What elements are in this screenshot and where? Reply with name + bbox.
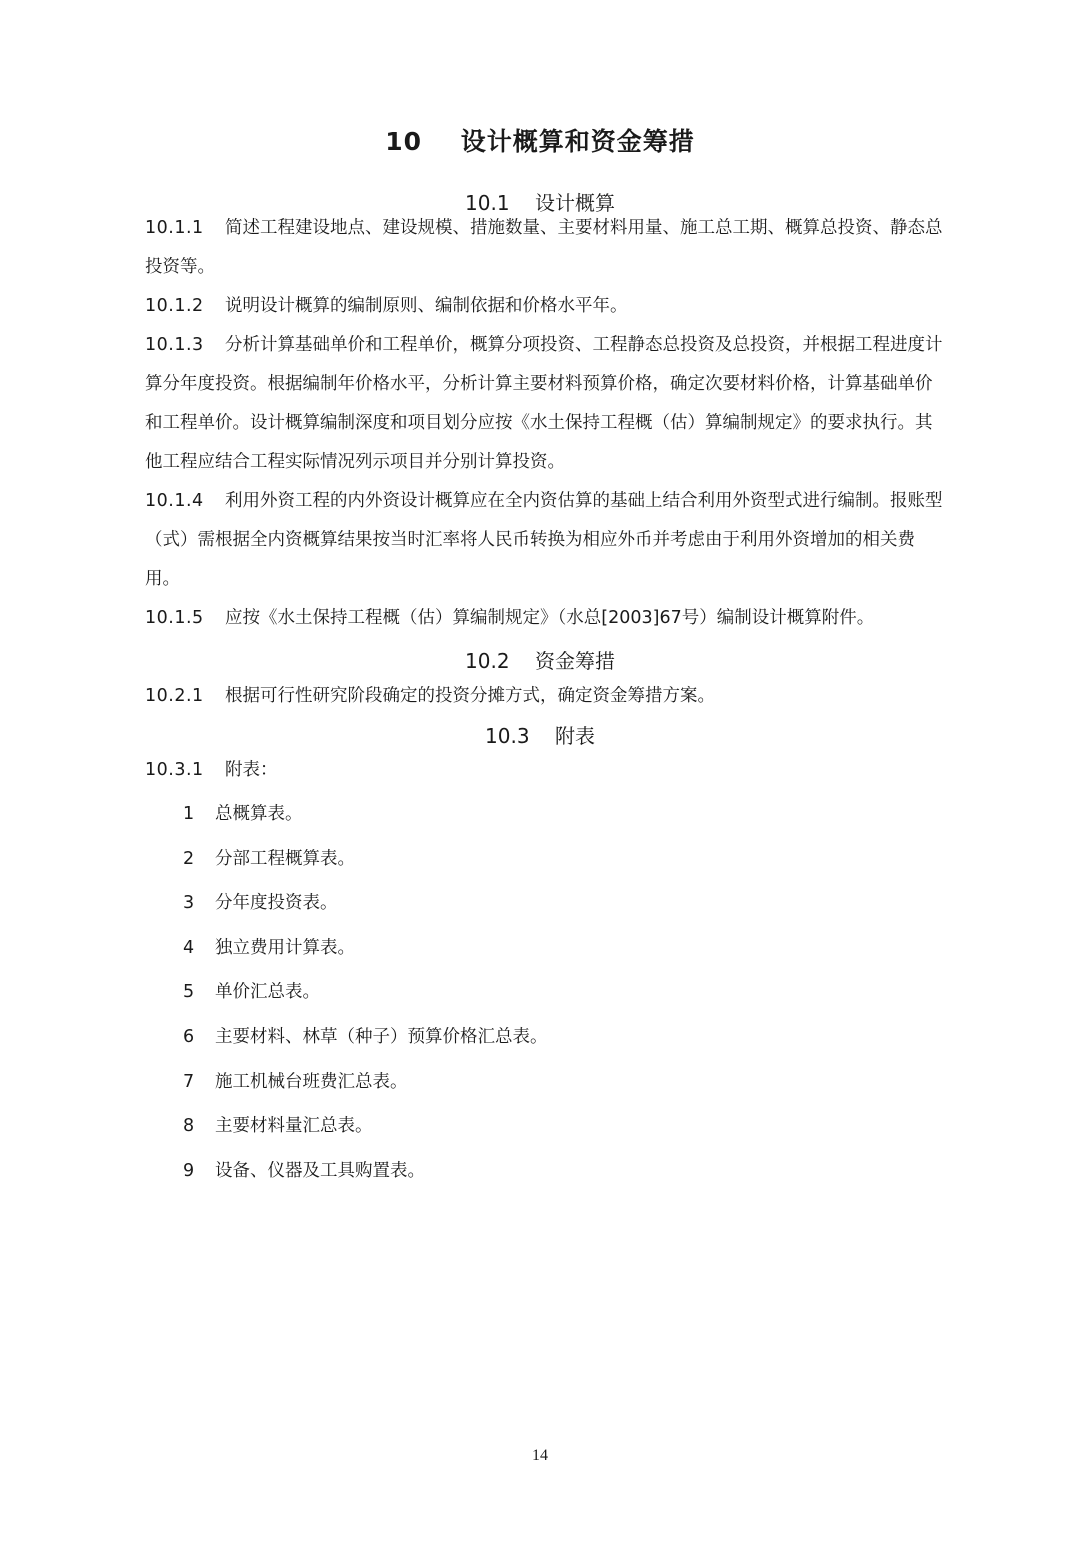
list-item-text: 分年度投资表。	[215, 893, 338, 914]
list-item	[183, 841, 548, 886]
paragraph-10-1-1	[145, 209, 945, 287]
section-heading-10-2: 10.2 资金筹措	[465, 649, 615, 673]
list-item-text: 施工机械台班费汇总表。	[215, 1071, 408, 1092]
chapter-title: 10 设计概算和资金筹措	[385, 127, 695, 156]
appendix-list	[183, 796, 548, 1197]
paragraph-number: 10.2.1	[145, 686, 204, 706]
list-item-text: 单价汇总表。	[215, 982, 320, 1003]
paragraph-text: 分析计算基础单价和工程单价，概算分项投资、工程静态总投资及总投资，并根据工程进度计算分年度投资。根据编制年价格水平，分析计算主要材料预算价格，确定次要材料价格，计算基础单价和工程单价。设计概算编制深度和项目划分应按《水土保持工程概（估）算编制规定》的要求执行。其他工程应结合工程实际情况列示项目并分别计算投资。	[145, 335, 943, 472]
list-item-text: 分部工程概算表。	[215, 848, 355, 869]
paragraph-text: 应按《水土保持工程概（估）算编制规定》（水总[2003]67号）编制设计概算附件。	[225, 608, 875, 628]
paragraph-text: 说明设计概算的编制原则、编制依据和价格水平年。	[225, 296, 628, 316]
paragraph-number: 10.1.1	[145, 218, 204, 238]
paragraph-text: 附表：	[225, 760, 278, 780]
list-item	[183, 885, 548, 930]
paragraph-10-1-4	[145, 482, 945, 599]
list-item-text: 主要材料、林草（种子）预算价格汇总表。	[215, 1026, 548, 1047]
list-item-index: 6	[183, 1026, 195, 1047]
section-heading-10-3: 10.3 附表	[485, 724, 595, 748]
list-item	[183, 1019, 548, 1064]
paragraph-number: 10.1.5	[145, 608, 204, 628]
list-item	[183, 796, 548, 841]
list-item-text: 独立费用计算表。	[215, 937, 355, 958]
list-item-index: 7	[183, 1071, 195, 1092]
list-item	[183, 930, 548, 975]
paragraph-10-1-3	[145, 326, 945, 482]
paragraph-number: 10.1.2	[145, 296, 204, 316]
list-item	[183, 1153, 548, 1198]
paragraph-text: 根据可行性研究阶段确定的投资分摊方式，确定资金筹措方案。	[225, 686, 715, 706]
list-item-index: 4	[183, 937, 195, 958]
list-item-index: 1	[183, 804, 195, 824]
paragraph-text: 简述工程建设地点、建设规模、措施数量、主要材料用量、施工总工期、概算总投资、静态总投资等。	[145, 218, 943, 277]
list-item-index: 3	[183, 893, 195, 914]
paragraph-number: 10.1.4	[145, 491, 204, 511]
list-item-index: 2	[183, 848, 195, 869]
section-heading-10-1: 10.1 设计概算	[465, 191, 615, 215]
list-item	[183, 1108, 548, 1153]
list-item	[183, 1064, 548, 1109]
list-item-text: 主要材料量汇总表。	[215, 1116, 373, 1137]
paragraph-10-2-1	[145, 677, 945, 716]
paragraph-10-3-1	[145, 751, 945, 790]
paragraph-text: 利用外资工程的内外资设计概算应在全内资估算的基础上结合利用外资型式进行编制。报账型（式）需根据全内资概算结果按当时汇率将人民币转换为相应外币并考虑由于利用外资增加的相关费用。	[145, 491, 943, 589]
paragraph-10-1-2	[145, 287, 945, 326]
list-item	[183, 974, 548, 1019]
paragraph-number: 10.3.1	[145, 760, 204, 780]
list-item-index: 8	[183, 1116, 195, 1137]
list-item-index: 9	[183, 1160, 195, 1181]
page-number: 14	[532, 1447, 548, 1464]
list-item-text: 总概算表。	[215, 804, 303, 824]
list-item-text: 设备、仪器及工具购置表。	[215, 1160, 425, 1181]
paragraph-number: 10.1.3	[145, 335, 204, 355]
list-item-index: 5	[183, 982, 195, 1003]
paragraph-10-1-5	[145, 599, 945, 638]
